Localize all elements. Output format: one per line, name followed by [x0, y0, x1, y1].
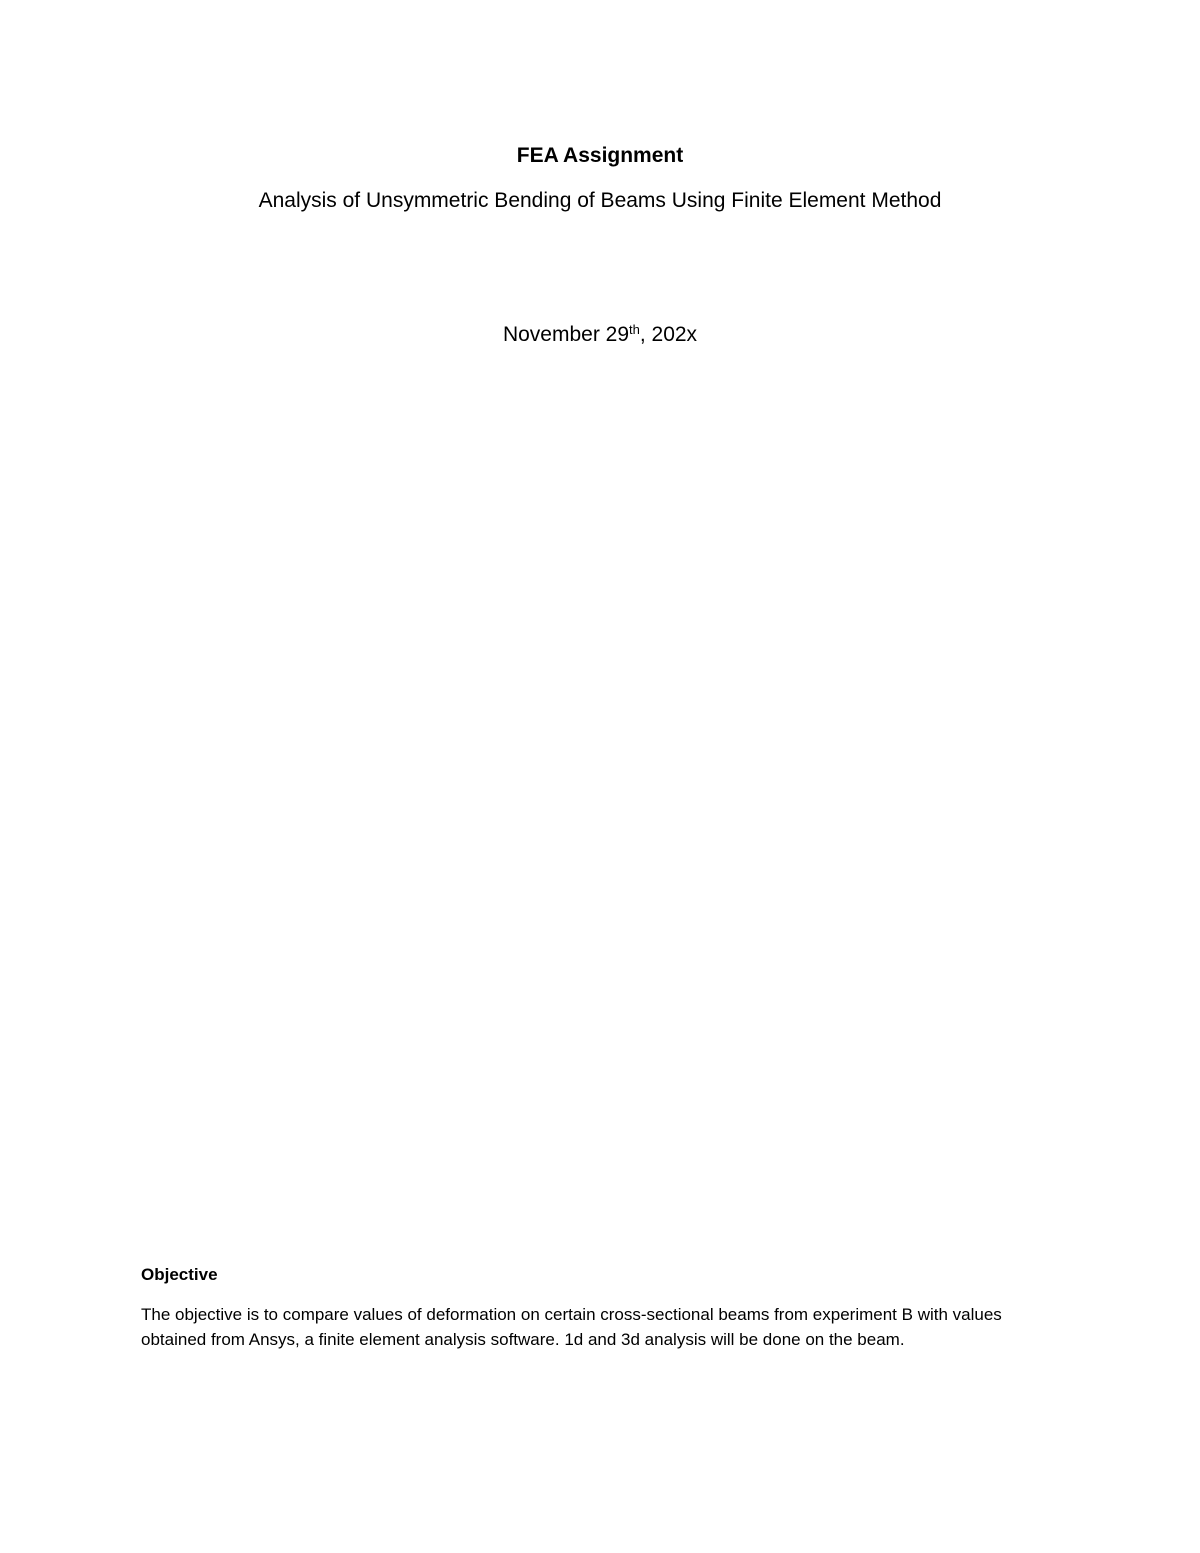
- document-title: FEA Assignment: [516, 144, 684, 167]
- date-year: , 202x: [639, 323, 698, 346]
- objective-heading: Objective: [141, 1265, 218, 1284]
- date-main: November 29: [502, 323, 629, 346]
- document-subtitle: Analysis of Unsymmetric Bending of Beams Using Finite Element Method: [258, 189, 942, 212]
- date-ordinal-suffix: th: [629, 322, 640, 337]
- document-date: [0, 321, 1200, 349]
- objective-paragraph: The objective is to compare values of deformation on certain cross-sectional beams from experiment B with values obtained from Ansys, a finite element analysis software. 1d and 3d analysis will be done on the beam.: [141, 1305, 1002, 1349]
